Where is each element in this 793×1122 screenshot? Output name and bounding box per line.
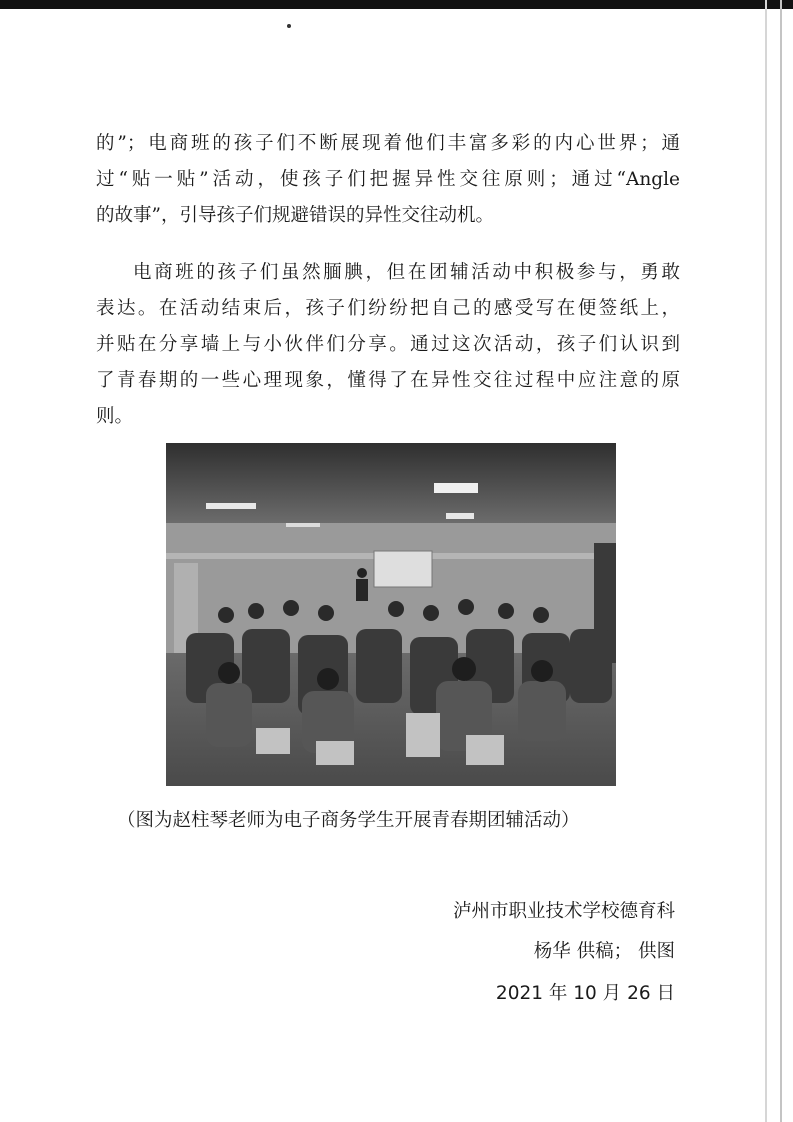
text-line: 表达。在活动结束后，孩子们纷纷把自己的感受写在便签纸上， (96, 298, 680, 319)
signature-department: 泸州市职业技术学校德育科 (452, 901, 675, 922)
signature-author: 杨华 供稿； 供图 (533, 941, 675, 962)
scan-edge-shadow-outer (780, 0, 782, 1122)
paragraph-activities (96, 126, 680, 234)
text-line: 的”；电商班的孩子们不断展现着他们丰富多彩的内心世界；通 (96, 133, 680, 154)
photo-caption: （图为赵柱琴老师为电子商务学生开展青春期团辅活动） (117, 810, 580, 831)
scan-top-border (0, 0, 793, 9)
text-line: 的故事”，引导孩子们规避错误的异性交往动机。 (96, 205, 494, 226)
text-line: 电商班的孩子们虽然腼腆，但在团辅活动中积极参与，勇敢 (133, 262, 680, 283)
classroom-photo-illustration (166, 443, 616, 786)
paragraph-outcome (96, 255, 680, 435)
text-line: 并贴在分享墙上与小伙伴们分享。通过这次活动，孩子们认识到 (96, 334, 680, 355)
activity-photo (166, 443, 616, 786)
text-line: 了青春期的一些心理现象，懂得了在异性交往过程中应注意的原 (96, 370, 680, 391)
scan-speck (287, 24, 291, 28)
scan-edge-shadow (765, 0, 767, 1122)
text-line: 过“贴一贴”活动，使孩子们把握异性交往原则；通过“Angle (96, 169, 680, 190)
signature-date: 2021 年 10 月 26 日 (495, 983, 675, 1004)
text-line: 则。 (96, 406, 134, 427)
